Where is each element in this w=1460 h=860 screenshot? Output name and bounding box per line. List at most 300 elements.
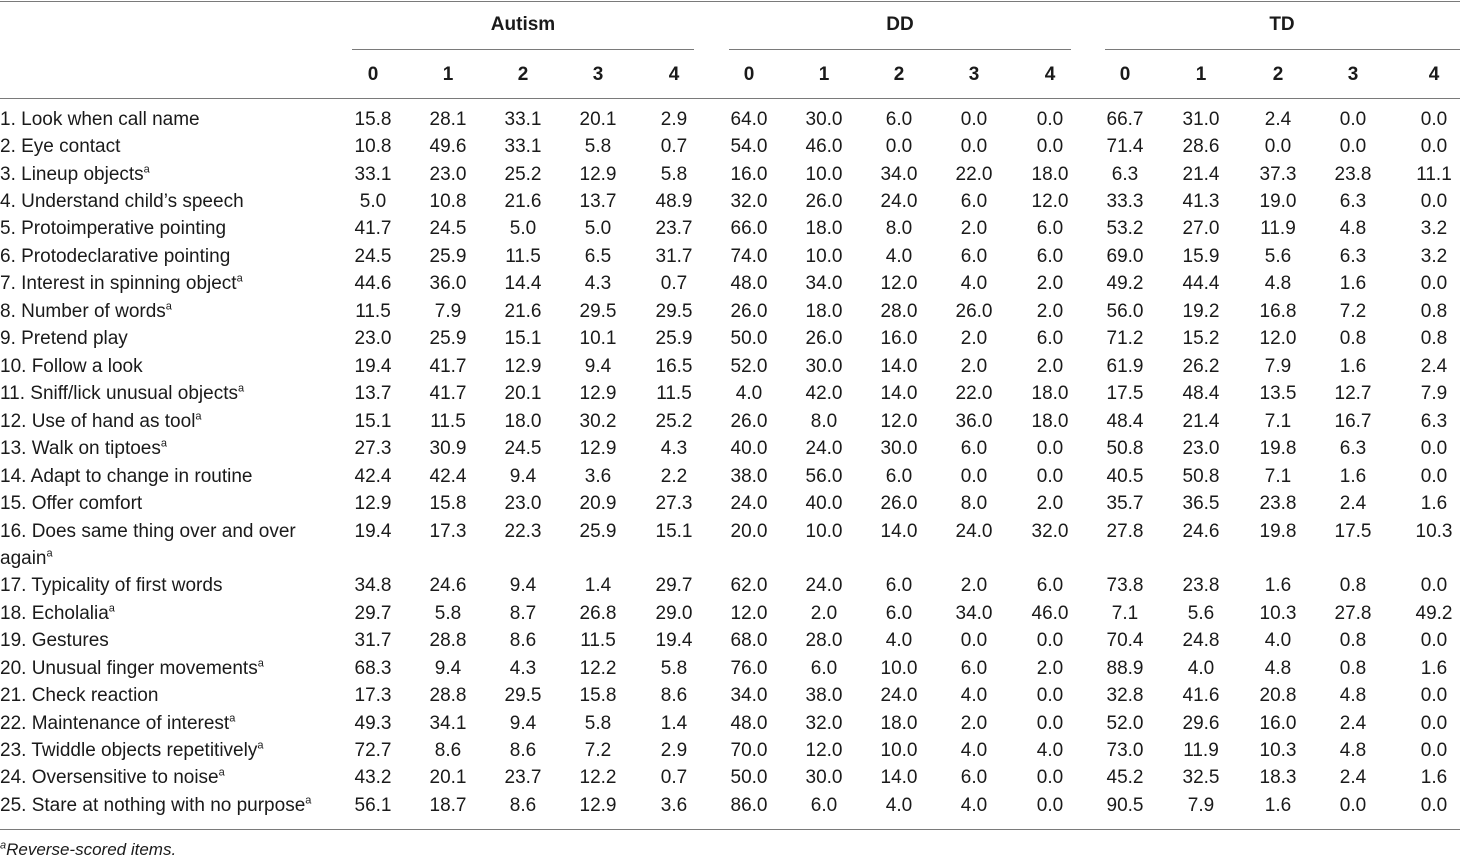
table-cell: 23.0: [429, 164, 467, 185]
table-cell: 4.3: [660, 438, 688, 459]
table-cell: 20.9: [579, 493, 617, 514]
table-cell: 24.0: [880, 685, 918, 706]
table-cell: 2.4: [1420, 356, 1448, 377]
table-cell: 12.0: [730, 603, 768, 624]
table-cell: 15.1: [354, 411, 392, 432]
table-cell: 12.0: [1031, 191, 1069, 212]
table-cell: 8.6: [509, 630, 537, 651]
row-label-text: 20. Unusual finger movements: [0, 658, 258, 679]
table-cell: 6.0: [1036, 246, 1064, 267]
table-cell: 16.0: [730, 164, 768, 185]
table-cell: 46.0: [1031, 603, 1069, 624]
table-cell: 23.0: [1182, 438, 1220, 459]
table-cell: 32.8: [1106, 685, 1144, 706]
table-cell: 2.0: [1036, 356, 1064, 377]
table-cell: 40.0: [730, 438, 768, 459]
table-cell: 2.0: [960, 713, 988, 734]
table-cell: 24.6: [429, 575, 467, 596]
table-cell: 68.3: [354, 658, 392, 679]
column-header: 2: [1272, 64, 1284, 85]
table-cell: 24.0: [805, 575, 843, 596]
table-cell: 6.3: [1339, 246, 1367, 267]
table-cell: 33.1: [504, 136, 542, 157]
table-cell: 12.0: [805, 740, 843, 761]
table-cell: 16.5: [655, 356, 693, 377]
row-label-text: 12. Use of hand as tool: [0, 411, 196, 432]
table-cell: 33.3: [1106, 191, 1144, 212]
table-cell: 5.8: [660, 164, 688, 185]
table-cell: 12.9: [579, 383, 617, 404]
table-cell: 41.7: [354, 218, 392, 239]
table-cell: 50.8: [1182, 466, 1220, 487]
table-cell: 26.2: [1182, 356, 1220, 377]
table-cell: 50.0: [730, 767, 768, 788]
table-cell: 1.6: [1264, 795, 1292, 816]
reverse-scored-marker: a: [165, 300, 172, 313]
table-cell: 17.5: [1106, 383, 1144, 404]
row-label: [0, 463, 345, 490]
table-cell: 40.0: [805, 493, 843, 514]
table-cell: 16.0: [880, 328, 918, 349]
table-cell: 0.0: [960, 109, 988, 130]
table-cell: 8.6: [660, 685, 688, 706]
table-cell: 16.7: [1334, 411, 1372, 432]
table-cell: 3.6: [584, 466, 612, 487]
table-cell: 56.0: [805, 466, 843, 487]
table-cell: 4.0: [1264, 630, 1292, 651]
table-cell: 18.0: [1031, 164, 1069, 185]
row-label: [0, 792, 345, 819]
row-label-text: 14. Adapt to change in routine: [0, 466, 253, 487]
reverse-scored-marker: a: [218, 766, 225, 779]
table-cell: 71.2: [1106, 328, 1144, 349]
table-cell: 4.0: [960, 740, 988, 761]
table-cell: 10.3: [1259, 603, 1297, 624]
table-cell: 8.6: [509, 740, 537, 761]
table-cell: 5.8: [584, 136, 612, 157]
table-cell: 1.6: [1420, 658, 1448, 679]
table-cell: 3.2: [1420, 246, 1448, 267]
table-cell: 28.6: [1182, 136, 1220, 157]
reverse-scored-marker: a: [46, 548, 53, 561]
table-cell: 90.5: [1106, 795, 1144, 816]
table-cell: 12.2: [579, 658, 617, 679]
table-cell: 20.0: [730, 521, 768, 542]
row-label-text: 2. Eye contact: [0, 136, 121, 157]
table-cell: 69.0: [1106, 246, 1144, 267]
table-cell: 0.0: [1036, 713, 1064, 734]
table-cell: 23.8: [1334, 164, 1372, 185]
table-cell: 2.4: [1339, 767, 1367, 788]
table-cell: 6.0: [960, 191, 988, 212]
table-cell: 24.8: [1182, 630, 1220, 651]
table-cell: 2.0: [1036, 301, 1064, 322]
table-cell: 0.0: [1339, 795, 1367, 816]
table-cell: 12.9: [579, 795, 617, 816]
table-cell: 0.8: [1420, 301, 1448, 322]
table-cell: 62.0: [730, 575, 768, 596]
table-cell: 7.9: [1420, 383, 1448, 404]
row-label-text: 24. Oversensitive to noise: [0, 767, 219, 788]
table-cell: 20.1: [429, 767, 467, 788]
table-cell: 0.0: [1036, 685, 1064, 706]
reverse-scored-marker: a: [195, 410, 202, 423]
table-cell: 26.0: [880, 493, 918, 514]
table-cell: 0.0: [1420, 273, 1448, 294]
table-cell: 28.0: [880, 301, 918, 322]
table-cell: 56.1: [354, 795, 392, 816]
table-cell: 10.3: [1259, 740, 1297, 761]
table-cell: 14.0: [880, 767, 918, 788]
table-cell: 1.4: [584, 575, 612, 596]
table-cell: 2.0: [960, 575, 988, 596]
table-cell: 5.6: [1264, 246, 1292, 267]
footnote-marker: a: [0, 839, 7, 852]
table-cell: 2.0: [810, 603, 838, 624]
row-label-text: 10. Follow a look: [0, 356, 143, 377]
table-cell: 2.4: [1339, 493, 1367, 514]
table-cell: 10.0: [880, 658, 918, 679]
table-cell: 30.0: [805, 109, 843, 130]
table-cell: 11.5: [430, 411, 466, 432]
table-cell: 68.0: [730, 630, 768, 651]
column-header: 2: [517, 64, 529, 85]
group-underline-td: [1105, 49, 1460, 50]
table-cell: 61.9: [1106, 356, 1144, 377]
table-cell: 0.7: [660, 136, 688, 157]
row-label-text: 3. Lineup objects: [0, 164, 144, 185]
table-cell: 29.5: [504, 685, 542, 706]
table-cell: 27.3: [655, 493, 693, 514]
table-cell: 18.0: [805, 218, 843, 239]
table-cell: 71.4: [1106, 136, 1144, 157]
table-cell: 34.0: [730, 685, 768, 706]
table-cell: 25.9: [429, 246, 467, 267]
table-cell: 28.0: [805, 630, 843, 651]
table-cell: 22.0: [955, 383, 993, 404]
table-cell: 48.0: [730, 713, 768, 734]
table-cell: 24.0: [880, 191, 918, 212]
table-cell: 0.8: [1420, 328, 1448, 349]
table-cell: 7.9: [434, 301, 462, 322]
table-cell: 49.6: [429, 136, 467, 157]
table-cell: 30.9: [429, 438, 467, 459]
table-cell: 56.0: [1106, 301, 1144, 322]
table-cell: 26.0: [805, 328, 843, 349]
row-label: [0, 298, 345, 325]
table-cell: 4.3: [509, 658, 537, 679]
reverse-scored-marker: a: [257, 657, 264, 670]
table-cell: 7.1: [1264, 411, 1292, 432]
table-cell: 7.2: [1339, 301, 1367, 322]
table-cell: 35.7: [1106, 493, 1144, 514]
table-cell: 0.0: [1339, 109, 1367, 130]
table-cell: 30.2: [579, 411, 617, 432]
table-cell: 28.8: [429, 630, 467, 651]
table-cell: 9.4: [509, 575, 537, 596]
row-label: [0, 353, 345, 380]
column-header: 3: [968, 64, 980, 85]
table-cell: 49.2: [1415, 603, 1453, 624]
table-cell: 17.3: [354, 685, 392, 706]
table-cell: 0.8: [1339, 575, 1367, 596]
table-cell: 16.8: [1259, 301, 1297, 322]
table-cell: 42.0: [805, 383, 843, 404]
table-cell: 74.0: [730, 246, 768, 267]
table-cell: 6.3: [1339, 438, 1367, 459]
column-header: 0: [367, 64, 379, 85]
table-cell: 24.5: [504, 438, 542, 459]
table-cell: 26.0: [955, 301, 993, 322]
table-cell: 15.8: [354, 109, 392, 130]
table-cell: 4.0: [735, 383, 763, 404]
table-cell: 0.0: [1420, 685, 1448, 706]
table-cell: 12.9: [504, 356, 542, 377]
table-cell: 0.0: [1420, 713, 1448, 734]
table-cell: 6.0: [960, 246, 988, 267]
row-label-text: 1. Look when call name: [0, 109, 200, 130]
table-cell: 6.5: [584, 246, 612, 267]
reverse-scored-marker: a: [238, 382, 245, 395]
table-cell: 24.5: [429, 218, 467, 239]
row-label-text: 15. Offer comfort: [0, 493, 143, 514]
row-label-text: 7. Interest in spinning object: [0, 273, 237, 294]
table-cell: 4.0: [885, 246, 913, 267]
table-cell: 72.7: [354, 740, 392, 761]
table-cell: 23.7: [655, 218, 693, 239]
table-cell: 9.4: [434, 658, 462, 679]
table-cell: 48.9: [655, 191, 693, 212]
table-cell: 19.4: [354, 521, 392, 542]
table-cell: 38.0: [805, 685, 843, 706]
table-cell: 12.9: [579, 438, 617, 459]
table-cell: 18.0: [1031, 411, 1069, 432]
table-cell: 11.5: [505, 246, 541, 267]
table-cell: 50.0: [730, 328, 768, 349]
table-cell: 15.9: [1182, 246, 1220, 267]
table-cell: 14.0: [880, 383, 918, 404]
table-cell: 37.3: [1259, 164, 1297, 185]
table-cell: 19.2: [1182, 301, 1220, 322]
table-cell: 23.0: [504, 493, 542, 514]
table-cell: 33.1: [354, 164, 392, 185]
column-header: 1: [1195, 64, 1207, 85]
table-cell: 0.7: [660, 767, 688, 788]
table-cell: 28.8: [429, 685, 467, 706]
row-label: [0, 243, 345, 270]
row-label: [0, 188, 345, 215]
table-cell: 2.2: [660, 466, 688, 487]
table-cell: 52.0: [1106, 713, 1144, 734]
table-cell: 19.8: [1259, 438, 1297, 459]
table-cell: 4.0: [960, 685, 988, 706]
table-cell: 86.0: [730, 795, 768, 816]
table-cell: 9.4: [509, 466, 537, 487]
table-cell: 9.4: [509, 713, 537, 734]
table-cell: 22.0: [955, 164, 993, 185]
table-cell: 4.8: [1264, 658, 1292, 679]
table-cell: 10.8: [429, 191, 467, 212]
table-cell: 5.6: [1187, 603, 1215, 624]
table-cell: 12.0: [1259, 328, 1297, 349]
table-cell: 45.2: [1106, 767, 1144, 788]
table-cell: 10.0: [805, 164, 843, 185]
table-cell: 2.4: [1264, 109, 1292, 130]
table-cell: 54.0: [730, 136, 768, 157]
reverse-scored-marker: a: [160, 437, 168, 450]
table-cell: 32.0: [730, 191, 768, 212]
table-cell: 11.5: [355, 301, 391, 322]
table-cell: 29.5: [655, 301, 693, 322]
table-cell: 29.7: [354, 603, 392, 624]
table-cell: 49.3: [354, 713, 392, 734]
table-cell: 16.0: [1259, 713, 1297, 734]
top-rule: [0, 1, 1460, 2]
table-cell: 8.7: [509, 603, 537, 624]
table-cell: 31.0: [1182, 109, 1220, 130]
row-label: [0, 270, 345, 297]
table-cell: 2.0: [1036, 273, 1064, 294]
column-header: 4: [1044, 64, 1056, 85]
table-cell: 44.4: [1182, 273, 1220, 294]
table-cell: 18.0: [1031, 383, 1069, 404]
row-label-text: 9. Pretend play: [0, 328, 128, 349]
table-cell: 41.7: [429, 383, 467, 404]
table-cell: 30.0: [880, 438, 918, 459]
table-cell: 25.2: [655, 411, 693, 432]
table-cell: 7.1: [1264, 466, 1292, 487]
table-cell: 9.4: [584, 356, 612, 377]
row-label: [0, 682, 345, 709]
group-title-td: TD: [1269, 14, 1295, 35]
table-cell: 4.0: [1036, 740, 1064, 761]
table-cell: 0.0: [1420, 136, 1448, 157]
table-cell: 17.5: [1334, 521, 1372, 542]
table-cell: 0.0: [1036, 136, 1064, 157]
table-cell: 10.0: [880, 740, 918, 761]
table-cell: 6.0: [1036, 575, 1064, 596]
table-cell: 7.9: [1264, 356, 1292, 377]
table-cell: 25.9: [579, 521, 617, 542]
table-cell: 15.1: [655, 521, 693, 542]
table-cell: 41.7: [429, 356, 467, 377]
table-cell: 66.7: [1106, 109, 1144, 130]
table-cell: 10.0: [805, 521, 843, 542]
table-cell: 23.8: [1182, 575, 1220, 596]
column-header: 1: [818, 64, 830, 85]
table-cell: 12.9: [579, 164, 617, 185]
table-cell: 2.9: [660, 109, 688, 130]
table-cell: 33.1: [504, 109, 542, 130]
table-cell: 25.9: [429, 328, 467, 349]
row-label-text: 23. Twiddle objects repetitively: [0, 740, 258, 761]
table-cell: 11.9: [1260, 218, 1296, 239]
table-cell: 6.0: [960, 658, 988, 679]
row-label: [0, 106, 345, 133]
table-cell: 8.6: [509, 795, 537, 816]
table-cell: 10.1: [579, 328, 617, 349]
table-cell: 3.6: [660, 795, 688, 816]
table-cell: 21.6: [504, 191, 542, 212]
table-cell: 5.0: [359, 191, 387, 212]
row-label: [0, 435, 345, 462]
table-cell: 0.0: [1420, 466, 1448, 487]
table-cell: 18.0: [805, 301, 843, 322]
table-cell: 0.8: [1339, 630, 1367, 651]
table-cell: 10.0: [805, 246, 843, 267]
table-cell: 7.1: [1111, 603, 1139, 624]
table-cell: 6.0: [960, 438, 988, 459]
table-cell: 4.0: [960, 273, 988, 294]
table-cell: 29.5: [579, 301, 617, 322]
table-cell: 29.0: [655, 603, 693, 624]
reverse-scored-marker: a: [229, 712, 236, 725]
row-label-text: 11. Sniff/lick unusual objects: [0, 383, 238, 404]
column-header: 0: [1119, 64, 1131, 85]
row-label-text: 13. Walk on tiptoes: [0, 438, 161, 459]
table-cell: 0.0: [960, 630, 988, 651]
table-cell: 10.8: [354, 136, 392, 157]
table-cell: 6.3: [1339, 191, 1367, 212]
table-cell: 1.6: [1264, 575, 1292, 596]
table-cell: 8.0: [885, 218, 913, 239]
reverse-scored-marker: a: [305, 794, 312, 807]
row-label: [0, 161, 345, 188]
table-cell: 41.6: [1182, 685, 1220, 706]
table-cell: 14.4: [504, 273, 542, 294]
table-cell: 0.0: [1264, 136, 1292, 157]
table-cell: 11.5: [580, 630, 616, 651]
table-cell: 48.4: [1182, 383, 1220, 404]
table-cell: 0.0: [1420, 795, 1448, 816]
table-cell: 66.0: [730, 218, 768, 239]
row-label: [0, 215, 345, 242]
table-cell: 19.4: [655, 630, 693, 651]
table-cell: 0.0: [1339, 136, 1367, 157]
row-label: [0, 133, 345, 160]
table-cell: 12.9: [354, 493, 392, 514]
table-cell: 73.0: [1106, 740, 1144, 761]
column-header: 4: [668, 64, 680, 85]
table-cell: 11.9: [1183, 740, 1219, 761]
column-header: 3: [592, 64, 604, 85]
row-label-text: 19. Gestures: [0, 630, 109, 651]
table-cell: 7.9: [1187, 795, 1215, 816]
row-label: [0, 572, 345, 599]
table-cell: 43.2: [354, 767, 392, 788]
table-cell: 0.0: [1420, 438, 1448, 459]
table-cell: 21.4: [1182, 411, 1220, 432]
table-cell: 6.0: [885, 109, 913, 130]
table-cell: 0.0: [1420, 575, 1448, 596]
table-cell: 4.8: [1339, 685, 1367, 706]
table-cell: 12.7: [1334, 383, 1372, 404]
row-label-text: 22. Maintenance of interest: [0, 713, 230, 734]
table-cell: 15.8: [429, 493, 467, 514]
table-cell: 5.0: [509, 218, 537, 239]
table-cell: 53.2: [1106, 218, 1144, 239]
row-label: [0, 408, 345, 435]
table-cell: 5.8: [660, 658, 688, 679]
row-label-text: 5. Protoimperative pointing: [0, 218, 227, 239]
table-cell: 18.7: [429, 795, 467, 816]
table-cell: 3.2: [1420, 218, 1448, 239]
table-cell: 4.8: [1264, 273, 1292, 294]
table-cell: 4.8: [1339, 218, 1367, 239]
table-cell: 11.5: [656, 383, 692, 404]
table-cell: 4.3: [584, 273, 612, 294]
table-cell: 52.0: [730, 356, 768, 377]
